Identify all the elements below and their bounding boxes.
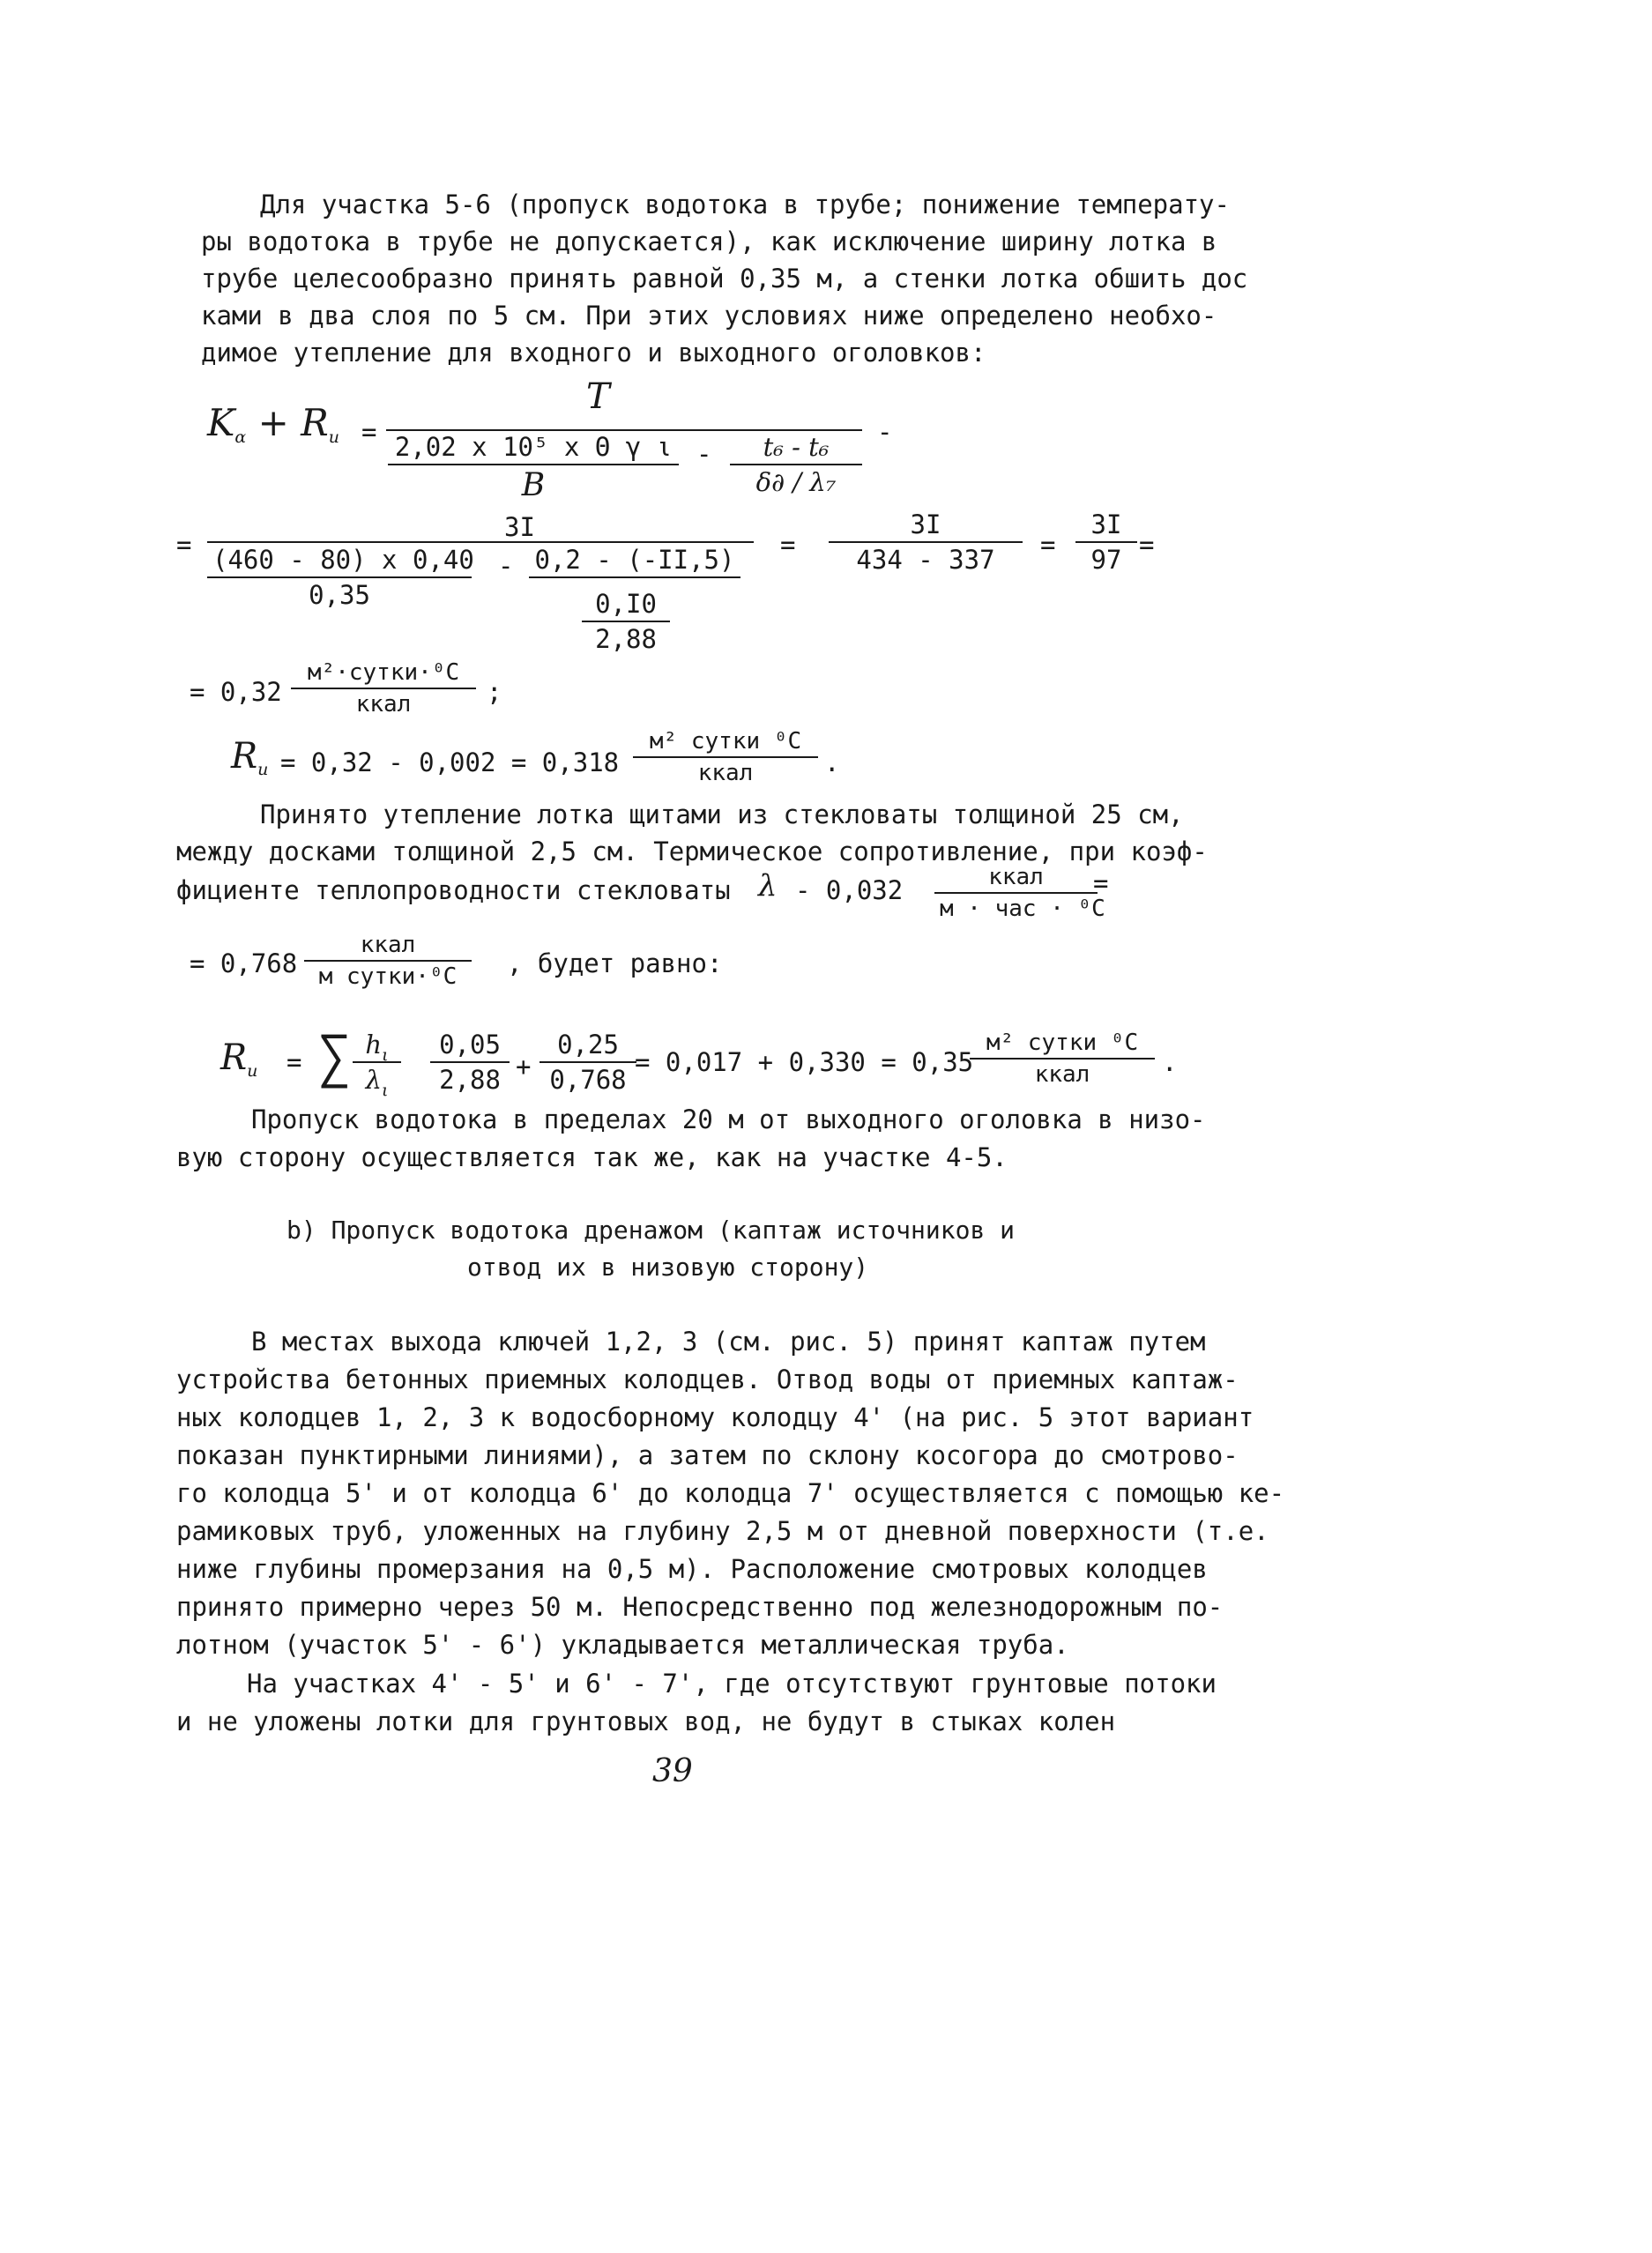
inner-fraction: $\frac{\text{t₆ - t₆}}{\text{δ∂ / λ₇}}$: [730, 432, 862, 497]
sum-fraction: $\frac{h_\iota}{\lambda_\iota}$: [353, 1030, 401, 1095]
text-line: В местах выхода ключей 1,2, 3 (см. рис. 5) принят каптаж путем: [251, 1327, 1206, 1357]
fraction: $\frac{0,05}{2,88}$: [430, 1030, 510, 1095]
fraction: $\frac{0,25}{0,768}$: [540, 1030, 636, 1095]
formula-lhs: $R_u$: [231, 736, 269, 779]
text-line: Принято утепление лотка щитами из стекловаты толщиной 25 см,: [260, 799, 1184, 829]
equals-sign: =: [1139, 530, 1155, 560]
text-line: фициенте теплопроводности стекловаты: [176, 875, 731, 905]
lambda-symbol: λ: [758, 868, 778, 903]
page-number: 39: [652, 1753, 693, 1789]
fraction: $\frac{3I}{434 - 337}$: [829, 509, 1023, 575]
text-line: На участках 4' - 5' и 6' - 7', где отсутствуют грунтовые потоки: [247, 1669, 1217, 1699]
formula-value: = 0,32: [190, 677, 282, 707]
inner-fraction: $\frac{0,I0}{2,88}$: [582, 589, 670, 654]
equals-sign: =: [176, 530, 192, 560]
formula-value: - 0,032: [795, 875, 904, 905]
punctuation: .: [824, 747, 840, 777]
formula-value: = 0,32 - 0,002 = 0,318: [280, 747, 620, 777]
equals-sign: =: [361, 417, 377, 447]
text-line: устройства бетонных приемных колодцев. Отвод воды от приемных каптаж-: [176, 1364, 1239, 1394]
text-line: димое утепление для входного и выходного оголовков:: [201, 338, 986, 368]
text-line: трубе целесообразно принять равной 0,35 м, а стенки лотка обшить дос: [201, 264, 1248, 294]
punctuation: .: [1162, 1047, 1178, 1077]
formula-lhs: Kα + Ru: [207, 401, 340, 447]
heading-line: отвод их в низовую сторону): [467, 1253, 869, 1282]
text-line: Пропуск водотока в пределах 20 м от выходного оголовка в низо-: [251, 1104, 1206, 1134]
fraction-bar: [207, 541, 754, 543]
text-line: ками в два слоя по 5 см. При этих условиях ниже определено необхо-: [201, 301, 1217, 331]
equals-sign: =: [286, 1047, 302, 1077]
unit-fraction: ккал м сутки·⁰С: [304, 932, 472, 990]
text-line: го колодца 5' и от колодца 6' до колодца 7' осуществляется с помощью ке-: [176, 1478, 1285, 1508]
formula-value: = 0,768: [190, 948, 298, 978]
minus-sign: -: [498, 551, 514, 581]
minus-sign: -: [877, 417, 893, 447]
equals-sign: =: [1040, 530, 1056, 560]
minus-sign: -: [696, 439, 712, 469]
formula-lhs: $R_u$: [220, 1037, 258, 1081]
text-line: , будет равно:: [507, 948, 723, 978]
inner-fraction: 2,02 x 10⁵ x Θ γ ι B: [388, 432, 679, 503]
text-line: рамиковых труб, уложенных на глубину 2,5 м от дневной поверхности (т.е.: [176, 1516, 1269, 1546]
heading-line: b) Пропуск водотока дренажом (каптаж источников и: [286, 1216, 1016, 1245]
formula-value: = 0,017 + 0,330 = 0,35: [635, 1047, 974, 1077]
text-line: и не уложены лотки для грунтовых вод, не будут в стыках колен: [176, 1706, 1116, 1736]
text-line: Для участка 5-6 (пропуск водотока в трубе; понижение температу-: [260, 190, 1230, 219]
text-line: ных колодцев 1, 2, 3 к водосборному колодцу 4' (на рис. 5 этот вариант: [176, 1402, 1254, 1432]
text-line: между досками толщиной 2,5 см. Термическое сопротивление, при коэф-: [176, 837, 1208, 866]
text-line: ры водотока в трубе не допускается), как исключение ширину лотка в: [201, 227, 1217, 257]
inner-fraction: 0,2 - (-II,5): [529, 545, 740, 578]
unit-fraction: м² сутки ⁰С ккал: [633, 728, 818, 786]
punctuation: ;: [487, 677, 502, 707]
equals-sign: =: [780, 530, 796, 560]
text-line: показан пунктирными линиями), а затем по склону косогора до смотрово-: [176, 1440, 1239, 1470]
equals-sign: =: [1093, 868, 1109, 898]
fraction-numerator: 3I: [504, 512, 535, 542]
inner-fraction: $\frac{(460 - 80) x 0,40}{0,35}$: [207, 545, 472, 610]
text-line: принято примерно через 50 м. Непосредственно под железнодорожным по-: [176, 1592, 1224, 1622]
unit-fraction: м²·сутки·⁰С ккал: [291, 659, 476, 718]
text-line: лотном (участок 5' - 6') укладывается металлическая труба.: [176, 1630, 1069, 1660]
text-line: ниже глубины промерзания на 0,5 м). Расположение смотровых колодцев: [176, 1554, 1208, 1584]
sum-sign: ∑: [317, 1025, 352, 1090]
unit-fraction: ккал м · час · ⁰С: [934, 864, 1098, 922]
fraction-numerator: T: [586, 376, 610, 417]
plus-sign: +: [516, 1052, 532, 1082]
fraction: $\frac{3I}{97}$: [1075, 509, 1137, 575]
unit-fraction: м² сутки ⁰С ккал: [970, 1030, 1155, 1088]
fraction-bar: [386, 429, 862, 431]
text-line: вую сторону осуществляется так же, как на участке 4-5.: [176, 1142, 1008, 1172]
